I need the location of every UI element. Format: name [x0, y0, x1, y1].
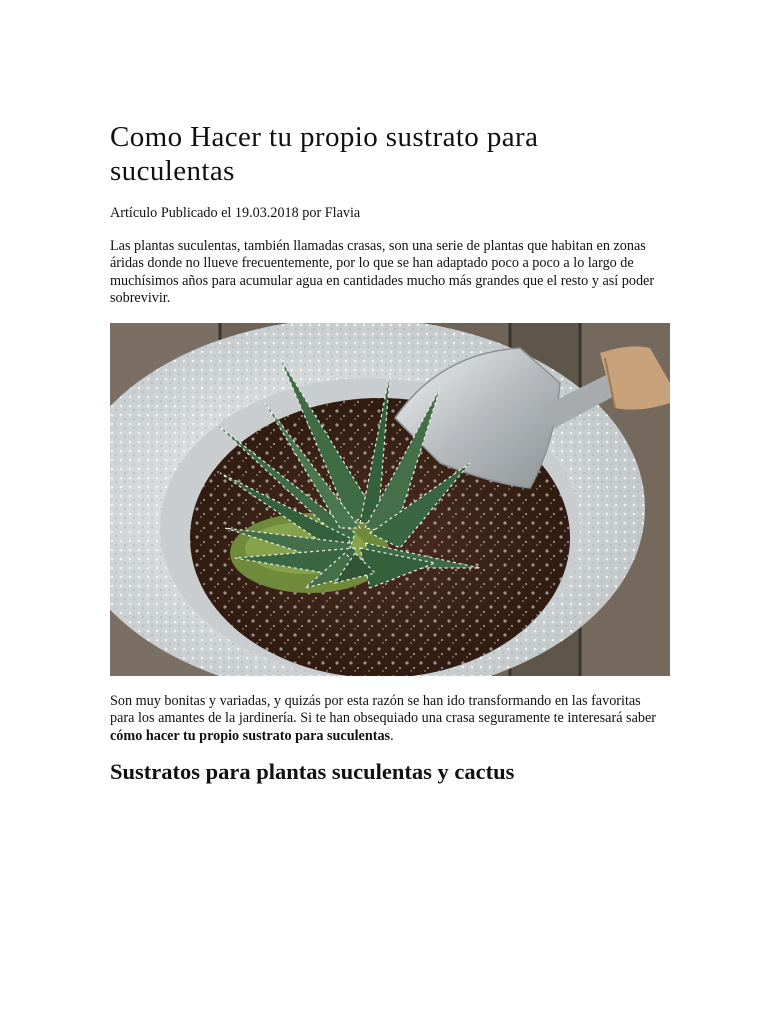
article-title: Como Hacer tu propio sustrato para suculentas: [110, 121, 539, 187]
succulent-photo: [110, 323, 670, 676]
intro-paragraph: Las plantas suculentas, también llamadas crasas, son una serie de plantas que habitan en zonas áridas donde no llueve frecuentemente, por lo que se han adaptado poco a poco a lo largo de muchísimos años para acumular agua en cantidades mucho más grandes que el resto y así poder sobrevivir.: [110, 238, 655, 307]
body-paragraph-end: .: [390, 727, 394, 744]
body-paragraph-text: Son muy bonitas y variadas, y quizás por esta razón se han ido transformando en las favoritas para los amantes de la jardinería. Si te han obsequiado una crasa seguramente te interesará saber: [110, 693, 656, 727]
article-byline: Artículo Publicado el 19.03.2018 por Flavia: [110, 205, 361, 221]
section-heading: Sustratos para plantas suculentas y cactus: [110, 759, 515, 784]
body-paragraph-bold: cómo hacer tu propio sustrato para suculentas: [110, 727, 391, 744]
body-paragraph: [110, 693, 662, 745]
